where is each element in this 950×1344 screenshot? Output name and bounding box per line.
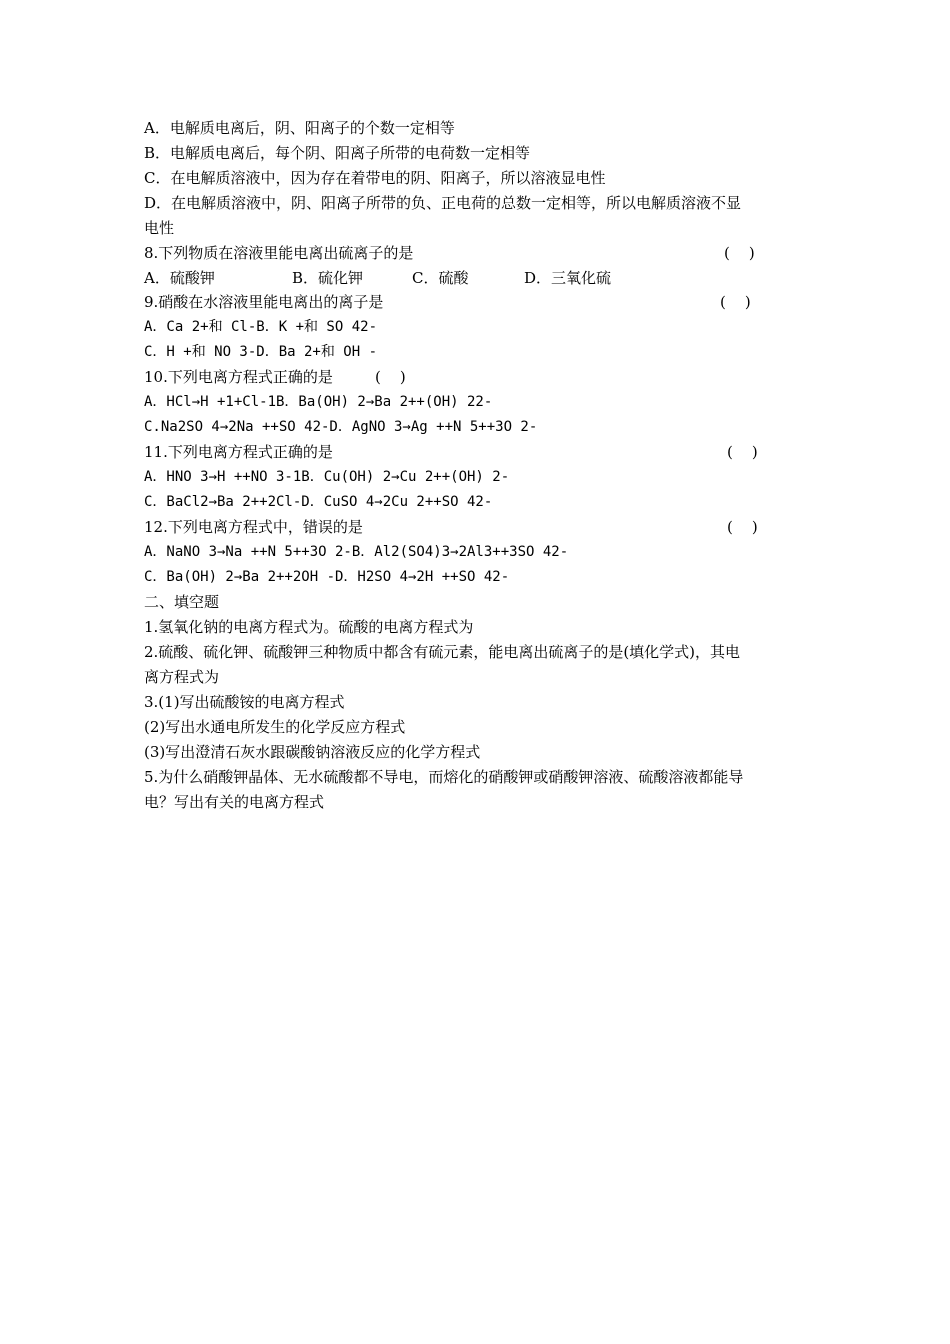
q8-options — [144, 268, 611, 288]
q8-option-d: D．三氧化硫 — [524, 269, 612, 287]
q8-answer-paren: ( ) — [724, 244, 755, 262]
q8-stem: 8.下列物质在溶液里能电离出硫离子的是 — [144, 244, 414, 262]
q10-answer-paren: ( ) — [375, 368, 406, 386]
fill-q3-2: (2)写出水通电所发生的化学反应方程式 — [144, 718, 406, 736]
q10-options-cd: C.Na2SO 4→2Na ++SO 42-D．AgNO 3→Ag ++N 5++3O 2- — [144, 419, 538, 435]
q9-stem: 9.硝酸在水溶液里能电离出的离子是 — [144, 293, 384, 311]
option-c: C．在电解质溶液中，因为存在着带电的阴、阳离子，所以溶液显电性 — [144, 169, 606, 187]
option-b: B．电解质电离后，每个阴、阳离子所带的电荷数一定相等 — [144, 144, 531, 162]
q11-answer-paren: ( ) — [727, 443, 758, 461]
q11-options-ab: A．HNO 3→H ++NO 3-1B．Cu(OH) 2→Cu 2++(OH) 2- — [144, 469, 510, 485]
q8-option-b: B．硫化钾 — [292, 269, 364, 287]
q12-options-cd: C．Ba(OH) 2→Ba 2++2OH -D．H2SO 4→2H ++SO 42- — [144, 569, 510, 585]
fill-q3-1: 3.(1)写出硫酸铵的电离方程式 — [144, 693, 345, 711]
q11-stem: 11.下列电离方程式正确的是 — [144, 443, 333, 461]
q9-options-cd: C．H +和 NO 3-D．Ba 2+和 OH - — [144, 344, 378, 360]
fill-q5-line1: 5.为什么硝酸钾晶体、无水硫酸都不导电，而熔化的硝酸钾或硝酸钾溶液、硫酸溶液都能导 — [144, 768, 744, 786]
q12-answer-paren: ( ) — [727, 518, 758, 536]
q9-options-ab: A．Ca 2+和 Cl-B．K +和 SO 42- — [144, 319, 378, 335]
q12-options-ab: A．NaNO 3→Na ++N 5++3O 2-B．Al2(SO4)3→2Al3++3SO 42- — [144, 544, 569, 560]
q12-stem: 12.下列电离方程式中，错误的是 — [144, 518, 363, 536]
q8-option-c: C．硫酸 — [412, 269, 469, 287]
q11-options-cd: C．BaCl2→Ba 2++2Cl-D．CuSO 4→2Cu 2++SO 42- — [144, 494, 493, 510]
q8-option-a: A．硫酸钾 — [144, 269, 215, 287]
fill-q2-line2: 离方程式为 — [144, 668, 220, 686]
option-d-line2: 电性 — [144, 219, 175, 237]
q10-stem: 10.下列电离方程式正确的是 — [144, 368, 333, 386]
fill-q2-line1: 2.硫酸、硫化钾、硫酸钾三种物质中都含有硫元素，能电离出硫离子的是(填化学式)，其电 — [144, 643, 741, 661]
option-a: A．电解质电离后，阴、阳离子的个数一定相等 — [144, 119, 455, 137]
fill-q3-3: (3)写出澄清石灰水跟碳酸钠溶液反应的化学方程式 — [144, 743, 481, 761]
option-d-line1: D．在电解质溶液中，阴、阳离子所带的负、正电荷的总数一定相等，所以电解质溶液不显 — [144, 194, 742, 212]
fill-q5-line2: 电？写出有关的电离方程式 — [144, 793, 325, 811]
section-heading: 二、填空题 — [144, 593, 220, 611]
fill-q1: 1.氢氧化钠的电离方程式为。硫酸的电离方程式为 — [144, 618, 474, 636]
q9-answer-paren: ( ) — [720, 293, 751, 311]
q10-options-ab: A．HCl→H +1+Cl-1B．Ba(OH) 2→Ba 2++(OH) 22- — [144, 394, 493, 410]
